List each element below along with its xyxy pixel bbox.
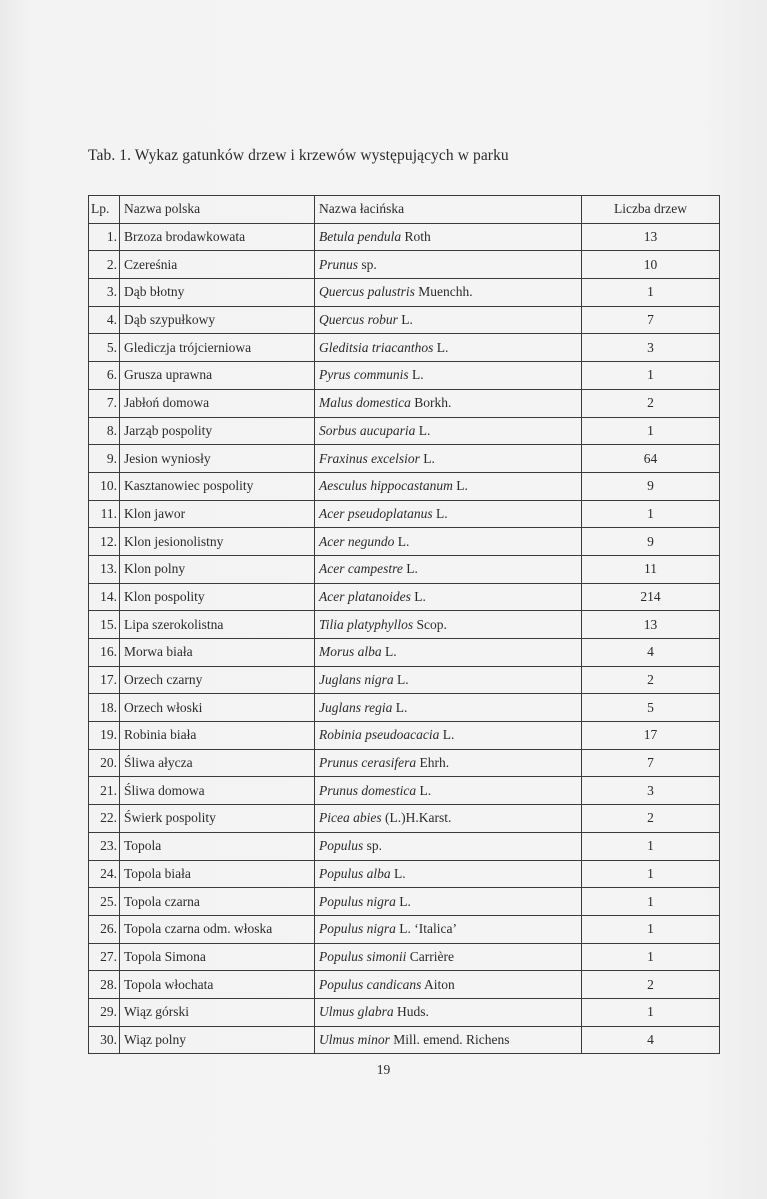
- polish-name: Lipa szerokolistna: [120, 611, 315, 639]
- latin-name-italic: Juglans regia: [319, 699, 393, 715]
- polish-name: Glediczja trójcierniowa: [120, 334, 315, 362]
- latin-name-author: Borkh.: [410, 395, 452, 411]
- latin-name-author: L.: [419, 450, 435, 466]
- tree-count: 13: [582, 611, 720, 639]
- row-number: 6.: [89, 362, 120, 390]
- tree-count: 1: [582, 888, 720, 916]
- species-table: [88, 195, 720, 1054]
- header-polish-name: Nazwa polska: [120, 196, 315, 224]
- row-number: 5.: [89, 334, 120, 362]
- polish-name: Świerk pospolity: [120, 805, 315, 833]
- latin-name-author: Scop.: [413, 616, 447, 632]
- row-number: 27.: [89, 943, 120, 971]
- latin-name-author: L.: [395, 893, 411, 909]
- tree-count: 7: [582, 749, 720, 777]
- latin-name-italic: Populus candicans: [319, 976, 422, 992]
- polish-name: Topola czarna: [120, 888, 315, 916]
- table-row: [89, 1026, 720, 1054]
- latin-name-author: L.: [397, 312, 413, 328]
- polish-name: Czereśnia: [120, 251, 315, 279]
- latin-name-author: L.: [408, 367, 424, 383]
- latin-name-italic: Betula pendula: [319, 229, 402, 245]
- latin-name-author: L.: [432, 505, 448, 521]
- row-number: 15.: [89, 611, 120, 639]
- latin-name-italic: Tilia platyphyllos: [319, 616, 414, 632]
- latin-name: [315, 749, 582, 777]
- latin-name-author: Muenchh.: [414, 284, 473, 300]
- row-number: 30.: [89, 1026, 120, 1054]
- polish-name: Klon jesionolistny: [120, 528, 315, 556]
- row-number: 7.: [89, 389, 120, 417]
- latin-name-author: Aiton: [421, 976, 455, 992]
- latin-name-italic: Picea abies: [319, 810, 382, 826]
- latin-name: [315, 777, 582, 805]
- latin-name-italic: Prunus cerasifera: [319, 755, 417, 771]
- polish-name: Topola biała: [120, 860, 315, 888]
- latin-name-author: Carrière: [406, 948, 454, 964]
- row-number: 11.: [89, 500, 120, 528]
- latin-name-author: L.: [402, 561, 418, 577]
- latin-name: [315, 334, 582, 362]
- table-row: [89, 666, 720, 694]
- tree-count: 5: [582, 694, 720, 722]
- tree-count: 64: [582, 445, 720, 473]
- polish-name: Robinia biała: [120, 722, 315, 750]
- table-row: [89, 528, 720, 556]
- row-number: 4.: [89, 306, 120, 334]
- latin-name-author: L.: [394, 533, 410, 549]
- tree-count: 2: [582, 971, 720, 999]
- row-number: 16.: [89, 639, 120, 667]
- latin-name: [315, 805, 582, 833]
- polish-name: Jarząb pospolity: [120, 417, 315, 445]
- latin-name-italic: Populus nigra: [319, 893, 396, 909]
- table-row: [89, 279, 720, 307]
- tree-count: 2: [582, 389, 720, 417]
- row-number: 2.: [89, 251, 120, 279]
- row-number: 3.: [89, 279, 120, 307]
- latin-name: [315, 971, 582, 999]
- latin-name: [315, 389, 582, 417]
- latin-name-italic: Morus alba: [319, 644, 382, 660]
- latin-name-italic: Populus simonii: [319, 948, 407, 964]
- row-number: 19.: [89, 722, 120, 750]
- latin-name-author: sp.: [358, 256, 377, 272]
- tree-count: 1: [582, 915, 720, 943]
- table-row: [89, 888, 720, 916]
- row-number: 23.: [89, 832, 120, 860]
- latin-name-author: (L.)H.Karst.: [381, 810, 452, 826]
- latin-name-italic: Quercus robur: [319, 312, 398, 328]
- latin-name-italic: Populus alba: [319, 865, 391, 881]
- row-number: 10.: [89, 472, 120, 500]
- polish-name: Grusza uprawna: [120, 362, 315, 390]
- latin-name: [315, 417, 582, 445]
- row-number: 9.: [89, 445, 120, 473]
- tree-count: 214: [582, 583, 720, 611]
- table-row: [89, 611, 720, 639]
- tree-count: 3: [582, 777, 720, 805]
- table-row: [89, 749, 720, 777]
- row-number: 24.: [89, 860, 120, 888]
- latin-name: [315, 251, 582, 279]
- latin-name: [315, 472, 582, 500]
- tree-count: 4: [582, 639, 720, 667]
- polish-name: Śliwa domowa: [120, 777, 315, 805]
- row-number: 17.: [89, 666, 120, 694]
- latin-name: [315, 362, 582, 390]
- latin-name-italic: Acer platanoides: [319, 588, 411, 604]
- tree-count: 9: [582, 528, 720, 556]
- latin-name-italic: Acer negundo: [319, 533, 395, 549]
- table-row: [89, 998, 720, 1026]
- tree-count: 1: [582, 860, 720, 888]
- latin-name-author: L. ‘Italica’: [395, 921, 457, 937]
- polish-name: Dąb błotny: [120, 279, 315, 307]
- latin-name: [315, 639, 582, 667]
- latin-name-author: L.: [410, 588, 426, 604]
- table-caption: Tab. 1. Wykaz gatunków drzew i krzewów występujących w parku: [88, 147, 509, 164]
- latin-name: [315, 666, 582, 694]
- table-row: [89, 251, 720, 279]
- latin-name: [315, 583, 582, 611]
- polish-name: Klon polny: [120, 555, 315, 583]
- row-number: 18.: [89, 694, 120, 722]
- table-row: [89, 694, 720, 722]
- table-row: [89, 915, 720, 943]
- table-row: [89, 583, 720, 611]
- tree-count: 1: [582, 943, 720, 971]
- latin-name-italic: Fraxinus excelsior: [319, 450, 420, 466]
- polish-name: Dąb szypułkowy: [120, 306, 315, 334]
- latin-name-italic: Prunus: [319, 256, 359, 272]
- latin-name-author: sp.: [363, 838, 383, 854]
- polish-name: Morwa biała: [120, 639, 315, 667]
- row-number: 22.: [89, 805, 120, 833]
- table-row: [89, 306, 720, 334]
- latin-name: [315, 998, 582, 1026]
- latin-name-italic: Ulmus minor: [319, 1031, 390, 1047]
- latin-name: [315, 555, 582, 583]
- row-number: 20.: [89, 749, 120, 777]
- tree-count: 1: [582, 279, 720, 307]
- latin-name: [315, 306, 582, 334]
- table-row: [89, 943, 720, 971]
- tree-count: 3: [582, 334, 720, 362]
- polish-name: Orzech czarny: [120, 666, 315, 694]
- latin-name: [315, 694, 582, 722]
- tree-count: 4: [582, 1026, 720, 1054]
- latin-name: [315, 943, 582, 971]
- table-row: [89, 472, 720, 500]
- table-row: [89, 805, 720, 833]
- row-number: 29.: [89, 998, 120, 1026]
- polish-name: Śliwa ałycza: [120, 749, 315, 777]
- latin-name-italic: Sorbus aucuparia: [319, 422, 416, 438]
- latin-name-author: Huds.: [393, 1004, 429, 1020]
- table-row: [89, 832, 720, 860]
- latin-name-author: L.: [415, 422, 431, 438]
- table-row: [89, 971, 720, 999]
- tree-count: 2: [582, 666, 720, 694]
- polish-name: Jesion wyniosły: [120, 445, 315, 473]
- polish-name: Klon pospolity: [120, 583, 315, 611]
- latin-name-italic: Robinia pseudoacacia: [319, 727, 440, 743]
- tree-count: 7: [582, 306, 720, 334]
- tree-count: 1: [582, 832, 720, 860]
- latin-name: [315, 888, 582, 916]
- table-row: [89, 362, 720, 390]
- row-number: 25.: [89, 888, 120, 916]
- polish-name: Topola Simona: [120, 943, 315, 971]
- latin-name-italic: Prunus domestica: [319, 782, 417, 798]
- header-lp: Lp.: [89, 196, 120, 224]
- latin-name-author: L.: [433, 339, 449, 355]
- table-row: [89, 223, 720, 251]
- tree-count: 1: [582, 362, 720, 390]
- tree-count: 11: [582, 555, 720, 583]
- row-number: 1.: [89, 223, 120, 251]
- latin-name-author: L.: [381, 644, 397, 660]
- latin-name: [315, 860, 582, 888]
- row-number: 28.: [89, 971, 120, 999]
- tree-count: 13: [582, 223, 720, 251]
- latin-name-author: L.: [439, 727, 455, 743]
- latin-name: [315, 279, 582, 307]
- polish-name: Wiąz polny: [120, 1026, 315, 1054]
- table-row: [89, 722, 720, 750]
- header-latin-name: Nazwa łacińska: [315, 196, 582, 224]
- latin-name-author: L.: [416, 782, 432, 798]
- tree-count: 1: [582, 500, 720, 528]
- latin-name-author: Ehrh.: [416, 755, 450, 771]
- row-number: 14.: [89, 583, 120, 611]
- latin-name: [315, 1026, 582, 1054]
- latin-name-italic: Gleditsia triacanthos: [319, 339, 434, 355]
- polish-name: Kasztanowiec pospolity: [120, 472, 315, 500]
- page-number: 19: [376, 1062, 391, 1077]
- latin-name: [315, 500, 582, 528]
- latin-name: [315, 722, 582, 750]
- latin-name: [315, 915, 582, 943]
- table-row: [89, 445, 720, 473]
- polish-name: Jabłoń domowa: [120, 389, 315, 417]
- latin-name-italic: Aesculus hippocastanum: [319, 478, 453, 494]
- tree-count: 2: [582, 805, 720, 833]
- latin-name-author: L.: [392, 699, 408, 715]
- latin-name-italic: Pyrus communis: [319, 367, 409, 383]
- polish-name: Topola: [120, 832, 315, 860]
- polish-name: Wiąz górski: [120, 998, 315, 1026]
- table-row: [89, 417, 720, 445]
- latin-name-italic: Populus nigra: [319, 921, 396, 937]
- tree-count: 9: [582, 472, 720, 500]
- table-row: [89, 860, 720, 888]
- latin-name-author: L.: [452, 478, 468, 494]
- row-number: 21.: [89, 777, 120, 805]
- table-row: [89, 500, 720, 528]
- latin-name-italic: Ulmus glabra: [319, 1004, 394, 1020]
- latin-name: [315, 445, 582, 473]
- latin-name-author: Roth: [401, 229, 431, 245]
- table-row: [89, 334, 720, 362]
- tree-count: 1: [582, 417, 720, 445]
- latin-name: [315, 223, 582, 251]
- latin-name-italic: Quercus palustris: [319, 284, 415, 300]
- polish-name: Topola włochata: [120, 971, 315, 999]
- table-row: [89, 389, 720, 417]
- latin-name-italic: Populus: [319, 838, 364, 854]
- latin-name-author: Mill. emend. Richens: [389, 1031, 510, 1047]
- table-row: [89, 555, 720, 583]
- table-row: [89, 639, 720, 667]
- latin-name-italic: Malus domestica: [319, 395, 411, 411]
- polish-name: Brzoza brodawkowata: [120, 223, 315, 251]
- row-number: 8.: [89, 417, 120, 445]
- tree-count: 10: [582, 251, 720, 279]
- latin-name-italic: Acer pseudoplatanus: [319, 505, 433, 521]
- row-number: 26.: [89, 915, 120, 943]
- latin-name-author: L.: [390, 865, 406, 881]
- polish-name: Klon jawor: [120, 500, 315, 528]
- latin-name: [315, 832, 582, 860]
- latin-name: [315, 528, 582, 556]
- latin-name-italic: Juglans nigra: [319, 672, 394, 688]
- tree-count: 17: [582, 722, 720, 750]
- tree-count: 1: [582, 998, 720, 1026]
- latin-name: [315, 611, 582, 639]
- polish-name: Orzech włoski: [120, 694, 315, 722]
- latin-name-italic: Acer campestre: [319, 561, 403, 577]
- table-header-row: [89, 196, 720, 224]
- table-row: [89, 777, 720, 805]
- row-number: 12.: [89, 528, 120, 556]
- header-tree-count: Liczba drzew: [582, 196, 720, 224]
- latin-name-author: L.: [393, 672, 409, 688]
- polish-name: Topola czarna odm. włoska: [120, 915, 315, 943]
- row-number: 13.: [89, 555, 120, 583]
